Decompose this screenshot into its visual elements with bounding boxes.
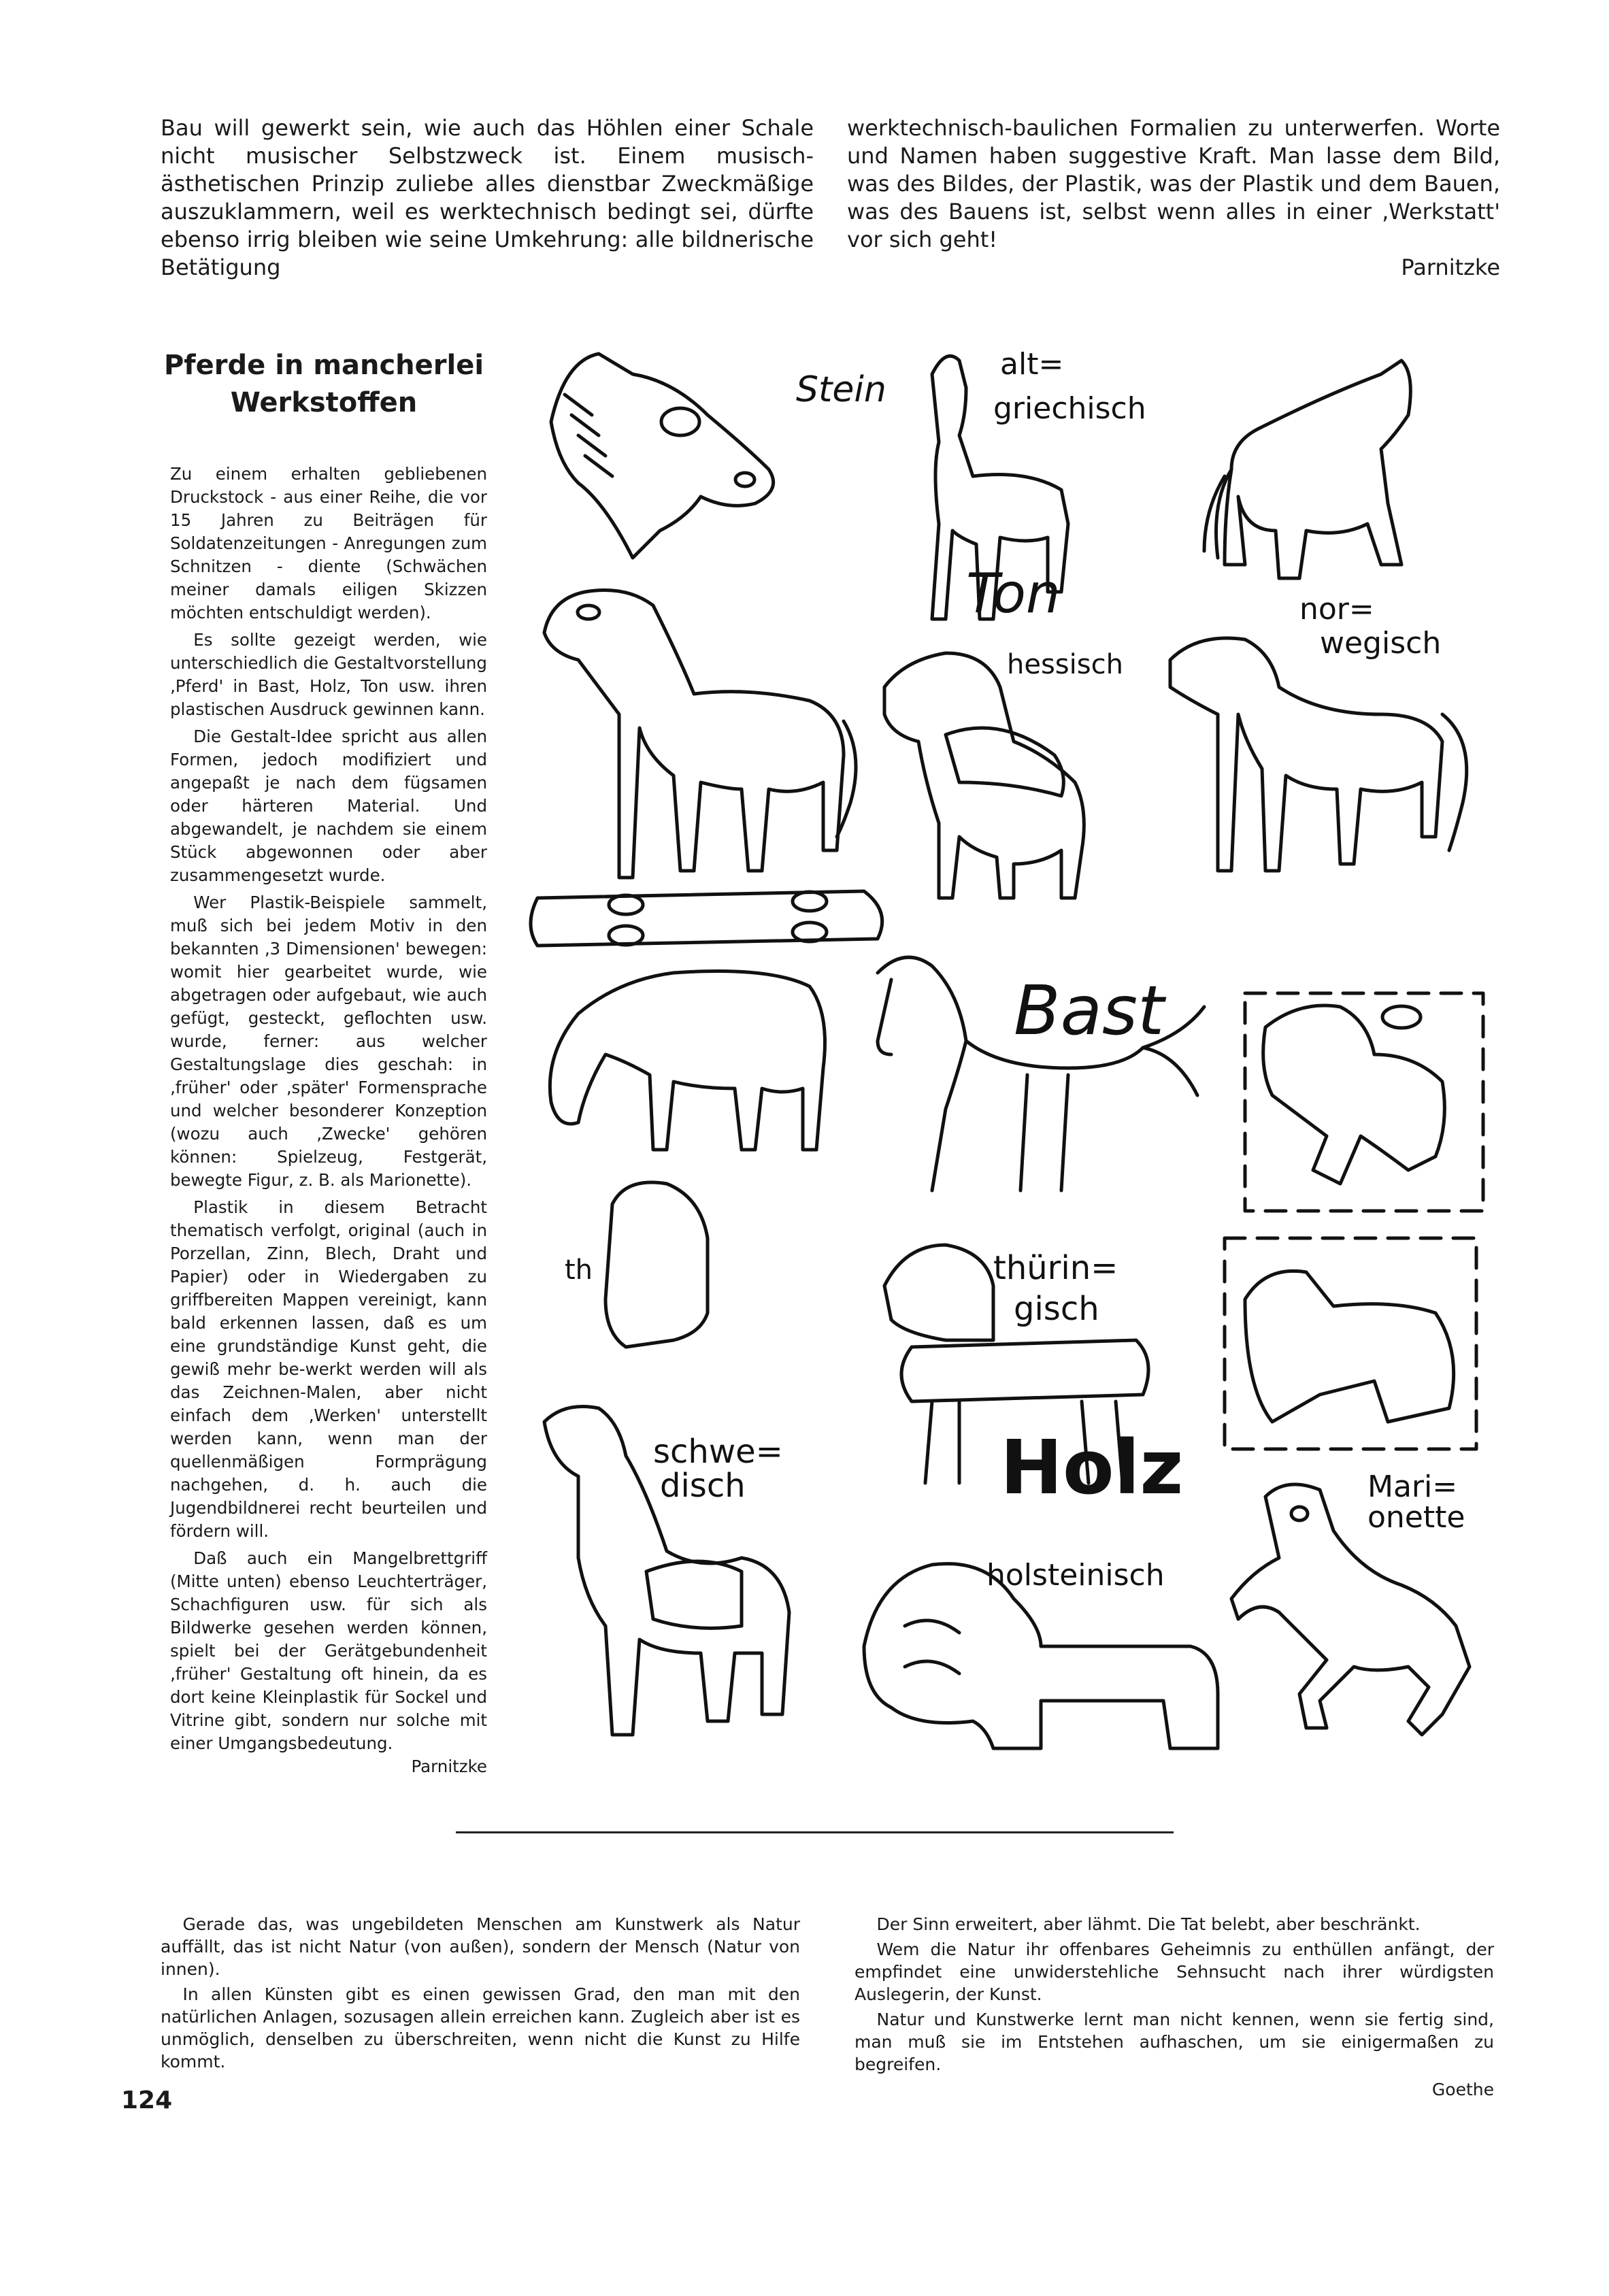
label-holsteinisch: holsteinisch — [986, 1558, 1165, 1593]
article-paragraph-5: Plastik in diesem Betracht thematisch verfolgt, original (auch in Porzellan, Zinn, Blech, Draht und Papier) oder in Wiedergaben zu griffbereiten Mappen vereinigt, kann bald erkennen lassen, daß es um eine grundständige Kunst geht, die gewiß mehr be-werkt werden will als das Zeichnen-Malen, aber nicht einfach dem ‚Werken' unterstellt werden kann, wenn man der quellenmäßigen Formprägung nachgehen, d. h. auch die Jugendbildnerei recht beurteilen und fördern will. — [170, 1197, 487, 1541]
label-alt: alt= — [1000, 347, 1064, 382]
label-gisch: gisch — [1014, 1290, 1099, 1328]
label-schwe: schwe= — [653, 1433, 783, 1471]
article-title — [161, 347, 487, 422]
label-ton: Ton — [966, 562, 1061, 625]
grazing-horse-sketch — [550, 971, 825, 1150]
label-nor: nor= — [1299, 592, 1374, 627]
article-signature: Parnitzke — [411, 1757, 487, 1776]
quote-left-2: In allen Künsten gibt es einen gewissen Grad, den man mit den natürlichen Anlagen, sozusagen allein erreichen kann. Zugleich aber ist es unmöglich, denselben zu überschreiten, wenn nicht die Kunst zu Hilfe kommt. — [161, 1984, 800, 2072]
quote-right-1: Der Sinn erweitert, aber lähmt. Die Tat belebt, aber beschränkt. — [876, 1914, 1421, 1934]
stone-horse-head-sketch — [551, 354, 774, 558]
hessian-horse-sketch — [884, 653, 1084, 898]
label-holz: Holz — [1000, 1424, 1184, 1511]
article-paragraph-4: Wer Plastik-Beispiele sammelt, muß sich bei jedem Motiv in den bekannten ‚3 Dimensionen' bewegen: womit hier gearbeitet wurde, wie abgetragen oder aufgebaut, wie auch gefügt, gesteckt, geflochten usw. wurde, ferner: aus welcher Gestaltungslage dies geschah: in ‚früher' oder ‚später' Formensprache und welcher besonderer Konzeption (wozu auch ‚Zwecke' gehören können: Spielzeug, Festgerät, bewegte Figur, z. B. als Marionette). — [170, 893, 487, 1190]
quote-right-3: Natur und Kunstwerke lernt man nicht kennen, wenn sie fertig sind, man muß sie im Entstehen aufhaschen, um sie einigermaßen zu begreifen. — [855, 2010, 1494, 2074]
label-stein: Stein — [796, 369, 886, 410]
norwegian-horse-sketch — [1170, 638, 1467, 871]
section-separator — [456, 1831, 1174, 1833]
intro-right-text: werktechnisch-baulichen Formalien zu unterwerfen. Worte und Namen haben suggestive Kraft. Man lasse dem Bild, was des Bildes, der Plastik, was der Plastik und dem Bauen, was des Bauens ist, selbst wenn alles in einer ‚Werkstatt' vor sich geht! — [847, 115, 1500, 252]
quote-author: Goethe — [1431, 2080, 1494, 2099]
label-griechisch: griechisch — [993, 391, 1146, 426]
quotes-right-column — [855, 1913, 1494, 2103]
article-body — [170, 463, 487, 1778]
article-paragraph-2: Es sollte gezeigt werden, wie unterschiedlich die Gestaltvorstellung ‚Pferd' in Bast, Holz, Ton usw. ihren plastischen Ausdruck gewinnen kann. — [170, 630, 487, 719]
article-title-line2: Werkstoffen — [230, 387, 418, 418]
carved-horse-sketch — [1204, 361, 1410, 578]
article-title-line1: Pferde in mancherlei — [163, 350, 484, 381]
flat-horse-plan-sketch — [531, 891, 882, 946]
label-bast: Bast — [1014, 971, 1165, 1050]
intro-left-text: Bau will gewerkt sein, wie auch das Höhlen einer Schale nicht musischer Selbstzweck ist. Einem musisch-ästhetischen Prinzip zuliebe alles dienstbar Zweckmäßige auszuklammern, weil es werktechnisch bedingt sei, dürfte ebenso irrig bleiben wie seine Umkehrung: alle bildnerische Betätigung — [161, 115, 814, 280]
intro-left-column — [161, 114, 814, 282]
quote-right-2: Wem die Natur ihr offenbares Geheimnis zu enthüllen anfängt, der empfindet eine unwiderstehliche Sehnsucht nach ihrer würdigsten Auslegerin, der Kunst. — [855, 1940, 1494, 2004]
label-disch: disch — [660, 1467, 746, 1505]
article-paragraph-3: Die Gestalt-Idee spricht aus allen Formen, jedoch modifiziert und angepaßt je nach dem fügsamen oder härteren Material. Und abgewandelt, je nachdem sie einem Stück abgewonnen oder aber zusammengesetzt wurde. — [170, 727, 487, 885]
horse-fragment-sketch — [606, 1182, 708, 1347]
label-th: th — [565, 1254, 593, 1286]
label-hessisch: hessisch — [1007, 649, 1123, 680]
wooden-block-horse-sketch — [1225, 1238, 1476, 1449]
page-number: 124 — [121, 2086, 173, 2114]
horse-sketches-illustration — [524, 333, 1504, 1782]
label-onette: onette — [1367, 1500, 1465, 1535]
intro-right-column — [847, 114, 1500, 282]
horse-in-block-sketch — [1245, 993, 1483, 1211]
label-mari: Mari= — [1367, 1469, 1458, 1504]
article-paragraph-6 — [170, 1547, 487, 1776]
article-paragraph-1: Zu einem erhalten gebliebenen Druckstock - aus einer Reihe, die vor 15 Jahren zu Beiträgen für Soldatenzeitungen - Anregungen zum Schnitzen - diente (Schwächen meiner damals eiligen Skizzen möchten entschuldigt werden). — [170, 464, 487, 622]
standing-horse-sketch — [544, 590, 856, 878]
label-thuerin: thürin= — [993, 1249, 1118, 1287]
intro-signature: Parnitzke — [1401, 254, 1500, 280]
quotes-left-column — [161, 1913, 800, 2076]
label-wegisch: wegisch — [1320, 626, 1442, 661]
article-paragraph-6-text: Daß auch ein Mangelbrettgriff (Mitte unten) ebenso Leuchterträger, Schachfiguren usw. für sich als Bildwerke gesehen werden können, spielt bei der Gerätgebundenheit ‚früher' Gestaltung oft hinein, da es dort keine Kleinplastik für Sockel und Vitrine gibt, sondern nur solche mit einer Umgangsbedeutung. — [170, 1548, 487, 1753]
quote-left-1: Gerade das, was ungebildeten Menschen am Kunstwerk als Natur auffällt, das ist nicht Natur (von außen), sondern der Mensch (Natur von innen). — [161, 1914, 800, 1979]
